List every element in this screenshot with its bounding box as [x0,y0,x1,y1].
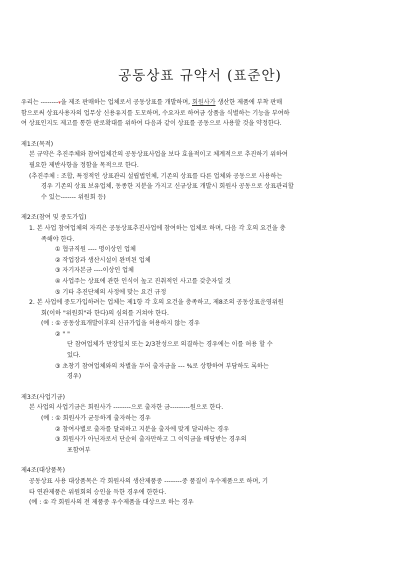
intro-text-end: 생산한 제품에 부착 판매 [217,99,283,106]
article-heading: 제1조(목적) [21,140,54,148]
intro-line-2: 함으로써 상표사용자의 업무상 신용유지를 도모하며, 수요자로 하여금 상품을 식별하는 기능을 부여하 [21,109,290,117]
article-line: (예 : ① 각 회원사의 전 제품중 우수제품을 대상으로 하는 경우 [29,499,194,507]
article-line: (예 : ① 회원사가 균등하게 출자하는 경우 [41,415,151,423]
article-line: ⑤ 기타 추진단체의 사정에 맞는 요건 규정 [55,288,167,296]
red-marker-icon: ▾ [58,100,61,106]
article-line: ③ 회원사가 아닌자로서 단순히 출자만하고 그 이익금을 배당받는 경우의 [55,436,247,444]
article-line: 수 있는------- 위원회 등) [41,193,106,201]
article-line: 필요한 제반사항을 정함을 목적으로 한다. [29,161,139,169]
article-section [21,393,382,457]
article-line: 있다. [67,352,81,360]
article-heading: 제3조(사업기금) [21,393,65,401]
article-line: (예 : ① 공동상표개발이후의 신규가입을 허용하지 않는 경우 [41,320,200,328]
article-line: 공동상표 사용 대상품목은 각 회원사의 생산제품중 --------중 품질이 우수제품으로 하며, 기 [29,478,269,485]
intro-text-middle: 을 제조 판매하는 업체로서 공동상표를 개발하며, [60,99,191,106]
article-line: 본 사업의 사업기금은 회원사가 --------으로 출자한 금---------원으로 한다. [29,404,224,412]
article-line: 족해야 한다. [41,235,75,243]
article-line: 2. 본 사업에 중도가입하려는 업체는 제1항 각 호의 요건을 충족하고, 제8조의 공동상표운영위원 [29,299,284,307]
document-body [21,98,382,509]
intro-underlined-term: 회원사가 [192,99,216,106]
article-line: 1. 본 사업 참여업체의 자격은 공동상표추진사업에 참여하는 업체로 하며, 다음 각 호의 요건을 충 [29,224,286,232]
article-line: ② " " [55,330,70,338]
article-line: ② 참여사별로 출자를 달리하고 지분을 출자에 맞게 달리하는 경우 [55,425,230,433]
article-heading: 제4조(대상품목) [21,467,65,475]
article-line: 단 참여업체가 만장일치 또는 2/3찬성으로 의결하는 경우에는 이를 허용 할 수 [67,341,273,349]
article-line: 본 규약은 추진주체와 참여업체간의 공동상표사업을 보다 효율적이고 체계적으로 추진하기 위하여 [29,151,288,159]
article-line: 타 연관제품은 위원회의 승인을 득한 경우에 한한다. [29,488,167,496]
article-line: (추진주체 : 조합, 특정적인 상표관리 설립법인체, 기존의 상표를 다른 업체와 공동으로 사용하는 [29,172,283,180]
article-line: ③ 자기자본금 ----이상인 업체 [55,267,134,275]
article-line: 경우 기존의 상표 보유업체, 동종한 지분을 가지고 신규상표 개발시 회원사 공동으로 상표관리할 [41,183,294,191]
article-line: ① 협규직원 ---- 명이상인 업체 [55,246,136,254]
article-line: ② 작업장과 생산시설이 완비된 업체 [55,256,151,264]
article-section [21,466,382,508]
article-section [21,140,382,204]
article-line: 경우) [67,373,82,381]
intro-line-3: 여 상표인지도 제고를 통한 판로확대를 위하여 다음과 같이 상표를 공동으로 사용할 것을 약정한다. [21,120,282,128]
article-line: 포함여부 [67,446,91,454]
intro-line-1 [21,98,382,109]
article-line: ④ 사업주는 상표에 관한 인식이 높고 진취적인 사고를 갖춘자일 것 [55,277,231,285]
article-heading: 제2조(참여 및 중도가입) [21,214,87,222]
articles-container [21,140,382,509]
article-line: ③ 초창기 참여업체와의 차별을 두어 출자금을 --- %로 상향하여 부담하도 록하는 [55,362,269,370]
article-section [21,213,382,383]
article-line: 회(이하 "위원회"라 한다)의 심의를 거쳐야 한다. [41,309,169,317]
intro-text-start: 우리는 -------- [21,99,59,106]
document-title: 공동상표 규약서 (표준안) [118,68,282,84]
